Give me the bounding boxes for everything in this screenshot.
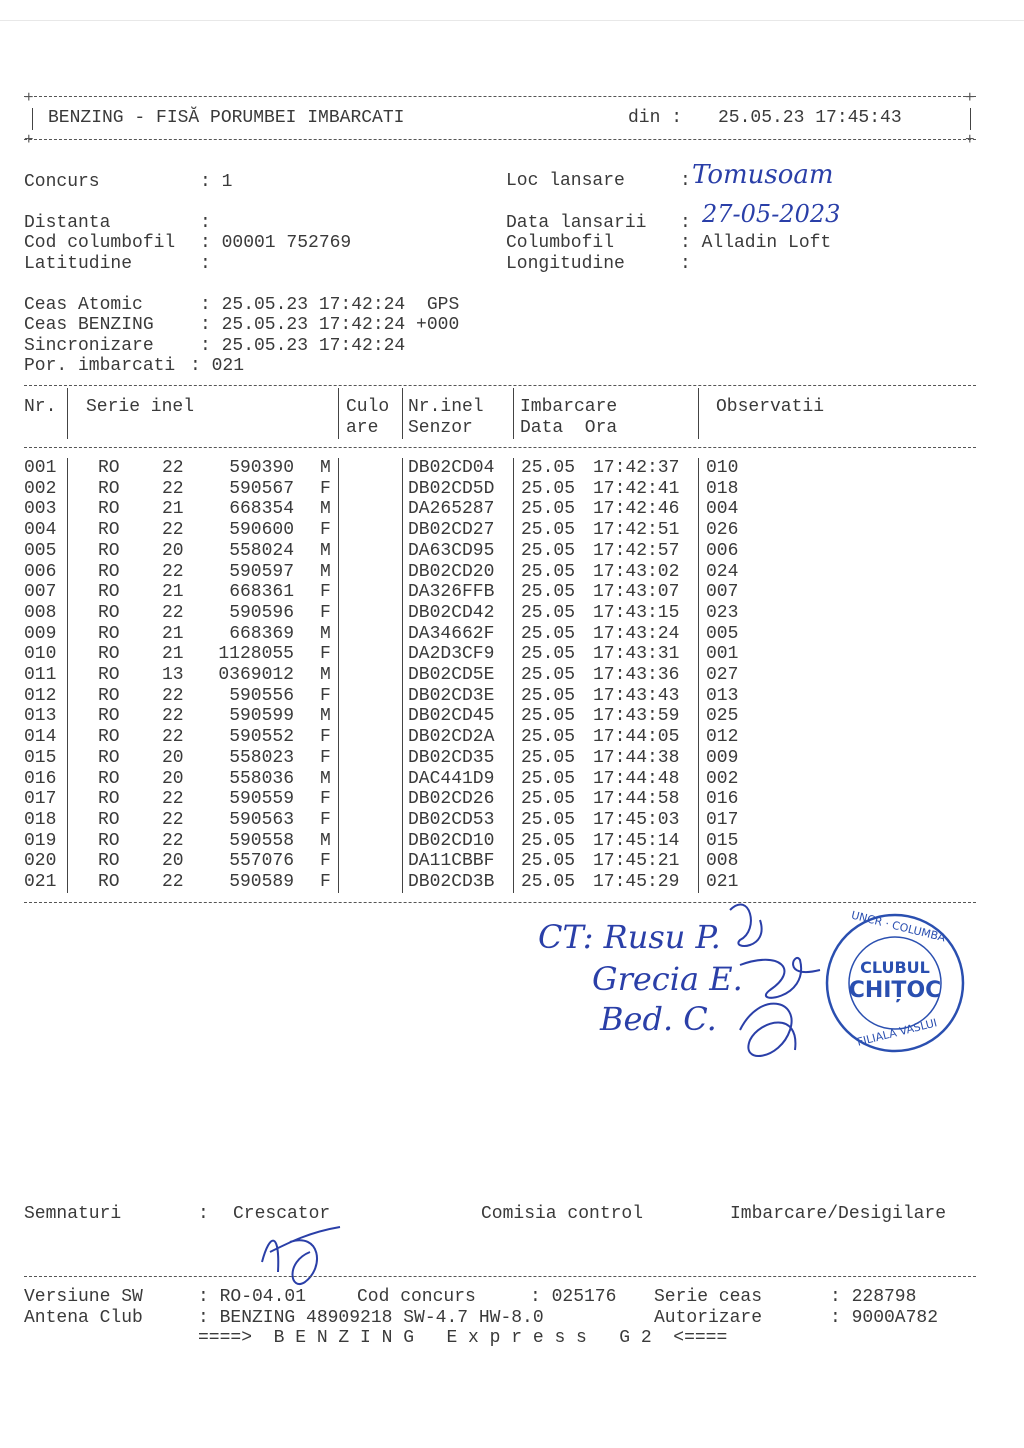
- cell-sex: F: [320, 851, 331, 872]
- cell-senzor: DB02CD42: [408, 602, 495, 623]
- cell-tara: RO: [98, 623, 120, 644]
- cell-obs: 018: [706, 478, 739, 499]
- table-row: [24, 769, 976, 789]
- col-divider-imb-head: [698, 388, 699, 439]
- cell-nr: 010: [24, 644, 57, 665]
- col-divider-serie-head: [338, 388, 339, 439]
- cell-sex: M: [320, 458, 331, 478]
- table-row: [24, 706, 976, 726]
- cell-ora: 17:42:37: [593, 458, 680, 478]
- cell-nr: 017: [24, 789, 57, 810]
- cell-senzor: DB02CD10: [408, 830, 495, 851]
- cell-nr: 016: [24, 768, 57, 789]
- cell-nr: 019: [24, 830, 57, 851]
- table-row: [24, 458, 976, 478]
- stamp-top-text: UNCR · COLUMBA: [849, 908, 947, 945]
- ceas-atomic-value: : 25.05.23 17:42:24 GPS: [200, 295, 460, 315]
- cell-an: 22: [162, 561, 184, 582]
- col-header-culoare-1: Culo: [346, 397, 390, 417]
- autorizare-label: Autorizare: [654, 1308, 763, 1328]
- distanta-value: :: [200, 213, 211, 233]
- cell-sex: M: [320, 706, 331, 727]
- cell-nr: 001: [24, 458, 57, 478]
- cell-senzor: DB02CD45: [408, 706, 495, 727]
- col-divider-culo-head: [402, 388, 403, 439]
- table-row: [24, 851, 976, 871]
- header-din-value: 25.05.23 17:45:43: [718, 108, 902, 128]
- cell-ora: 17:43:02: [593, 561, 680, 582]
- cell-nr: 013: [24, 706, 57, 727]
- col-header-culoare-2: are: [346, 418, 379, 438]
- table-row: [24, 789, 976, 809]
- table-row: [24, 582, 976, 602]
- cell-obs: 013: [706, 685, 739, 706]
- cell-senzor: DB02CD20: [408, 561, 495, 582]
- cell-an: 21: [162, 582, 184, 603]
- por-imbarcati-label: Por. imbarcati: [24, 356, 176, 376]
- cell-data: 25.05: [521, 561, 576, 582]
- cell-tara: RO: [98, 561, 120, 582]
- cell-data: 25.05: [521, 582, 576, 603]
- col-header-nr: Nr.: [24, 397, 57, 417]
- cell-obs: 009: [706, 747, 739, 768]
- cell-an: 20: [162, 540, 184, 561]
- col-header-nrinel-2: Senzor: [408, 418, 473, 438]
- signature-scribbles: [700, 890, 840, 1080]
- cell-senzor: DB02CD3B: [408, 872, 495, 892]
- cell-data: 25.05: [521, 830, 576, 851]
- cell-obs: 015: [706, 830, 739, 851]
- data-lansarii-value: :: [680, 213, 691, 233]
- autorizare-value: : 9000A782: [830, 1308, 939, 1328]
- cell-senzor: DB02CD04: [408, 458, 495, 478]
- concurs-value: : 1: [200, 172, 233, 192]
- col-divider-nrinel-head: [513, 388, 514, 439]
- cell-tara: RO: [98, 458, 120, 478]
- cell-tara: RO: [98, 727, 120, 748]
- cell-nr: 003: [24, 499, 57, 520]
- cell-serie: 590599: [229, 706, 294, 727]
- cell-senzor: DB02CD27: [408, 520, 495, 541]
- cell-senzor: DA2D3CF9: [408, 644, 495, 665]
- cell-sex: F: [320, 582, 331, 603]
- col-header-imbarcare-2: Data Ora: [520, 418, 618, 438]
- cell-ora: 17:45:21: [593, 851, 680, 872]
- table-row: [24, 810, 976, 830]
- signature-line-2: Grecia E.: [592, 960, 743, 998]
- cell-an: 22: [162, 478, 184, 499]
- cell-an: 22: [162, 727, 184, 748]
- cell-sex: M: [320, 540, 331, 561]
- cell-ora: 17:43:07: [593, 582, 680, 603]
- cell-an: 22: [162, 830, 184, 851]
- cell-serie: 590558: [229, 830, 294, 851]
- cell-nr: 014: [24, 727, 57, 748]
- cell-obs: 001: [706, 644, 739, 665]
- cell-data: 25.05: [521, 520, 576, 541]
- cell-senzor: DA326FFB: [408, 582, 495, 603]
- columbofil-value: : Alladin Loft: [680, 233, 832, 253]
- cell-senzor: DA11CBBF: [408, 851, 495, 872]
- cell-tara: RO: [98, 665, 120, 685]
- cell-an: 21: [162, 644, 184, 665]
- table-row: [24, 748, 976, 768]
- antena-label: Antena Club: [24, 1308, 143, 1328]
- cell-data: 25.05: [521, 458, 576, 478]
- cell-data: 25.05: [521, 478, 576, 499]
- cell-senzor: DB02CD53: [408, 809, 495, 830]
- ceas-benzing-label: Ceas BENZING: [24, 315, 154, 335]
- table-row: [24, 541, 976, 561]
- cell-obs: 005: [706, 623, 739, 644]
- cell-tara: RO: [98, 644, 120, 665]
- header-right-border: [970, 108, 971, 130]
- cell-senzor: DB02CD2A: [408, 727, 495, 748]
- table-row: [24, 831, 976, 851]
- cell-data: 25.05: [521, 602, 576, 623]
- cell-sex: M: [320, 499, 331, 520]
- sincronizare-value: : 25.05.23 17:42:24: [200, 336, 406, 356]
- cell-serie: 0369012: [218, 665, 294, 685]
- cell-nr: 007: [24, 582, 57, 603]
- cell-sex: F: [320, 644, 331, 665]
- cell-tara: RO: [98, 706, 120, 727]
- cell-an: 22: [162, 872, 184, 892]
- crescator-label: Crescator: [233, 1204, 331, 1224]
- cell-serie: 1128055: [218, 644, 294, 665]
- table-row: [24, 562, 976, 582]
- cell-tara: RO: [98, 499, 120, 520]
- cell-obs: 023: [706, 602, 739, 623]
- columbofil-label: Columbofil: [506, 233, 615, 253]
- cell-nr: 015: [24, 747, 57, 768]
- cell-senzor: DB02CD5E: [408, 665, 495, 685]
- cod-concurs-value: : 025176: [530, 1287, 617, 1307]
- cell-an: 22: [162, 685, 184, 706]
- cell-ora: 17:43:36: [593, 665, 680, 685]
- footer-separator: [24, 1276, 976, 1277]
- col-header-imbarcare-1: Imbarcare: [520, 397, 618, 417]
- cod-columbofil-value: : 00001 752769: [200, 233, 352, 253]
- loc-lansare-value: :: [680, 171, 691, 191]
- ceas-atomic-label: Ceas Atomic: [24, 295, 143, 315]
- cell-ora: 17:42:51: [593, 520, 680, 541]
- cell-an: 22: [162, 458, 184, 478]
- cell-obs: 016: [706, 789, 739, 810]
- cell-senzor: DB02CD3E: [408, 685, 495, 706]
- cell-an: 22: [162, 520, 184, 541]
- cell-obs: 002: [706, 768, 739, 789]
- cell-obs: 008: [706, 851, 739, 872]
- signature-line-3: Bed. C.: [600, 1000, 717, 1038]
- cell-ora: 17:43:31: [593, 644, 680, 665]
- cell-ora: 17:43:59: [593, 706, 680, 727]
- cell-an: 20: [162, 851, 184, 872]
- cell-data: 25.05: [521, 540, 576, 561]
- cod-columbofil-label: Cod columbofil: [24, 233, 176, 253]
- serie-ceas-label: Serie ceas: [654, 1287, 763, 1307]
- cell-senzor: DB02CD5D: [408, 478, 495, 499]
- cell-nr: 020: [24, 851, 57, 872]
- cell-nr: 009: [24, 623, 57, 644]
- cell-nr: 012: [24, 685, 57, 706]
- cell-serie: 590552: [229, 727, 294, 748]
- cell-serie: 557076: [229, 851, 294, 872]
- table-row: [24, 727, 976, 747]
- cell-data: 25.05: [521, 747, 576, 768]
- table-top-border: [24, 385, 976, 386]
- cell-serie: 558036: [229, 768, 294, 789]
- cell-nr: 004: [24, 520, 57, 541]
- cell-serie: 590563: [229, 809, 294, 830]
- cell-serie: 590559: [229, 789, 294, 810]
- cell-obs: 006: [706, 540, 739, 561]
- cell-data: 25.05: [521, 499, 576, 520]
- cell-data: 25.05: [521, 623, 576, 644]
- cell-sex: M: [320, 561, 331, 582]
- cell-obs: 024: [706, 561, 739, 582]
- loc-lansare-handwritten: Tomusoam: [692, 160, 834, 190]
- cell-senzor: DA63CD95: [408, 540, 495, 561]
- signature-line-1: CT: Rusu P.: [538, 918, 721, 956]
- cell-nr: 008: [24, 602, 57, 623]
- cell-data: 25.05: [521, 809, 576, 830]
- cell-ora: 17:44:58: [593, 789, 680, 810]
- cell-serie: 668361: [229, 582, 294, 603]
- cell-tara: RO: [98, 520, 120, 541]
- stamp-line-1: CLUBUL: [860, 958, 930, 977]
- cell-data: 25.05: [521, 872, 576, 892]
- cell-sex: F: [320, 520, 331, 541]
- cell-obs: 010: [706, 458, 739, 478]
- header-corner-tr: +: [965, 89, 975, 107]
- cell-data: 25.05: [521, 851, 576, 872]
- cell-tara: RO: [98, 789, 120, 810]
- cell-tara: RO: [98, 602, 120, 623]
- semnaturi-label: Semnaturi: [24, 1204, 122, 1224]
- header-din-label: din :: [628, 108, 683, 128]
- cell-ora: 17:45:03: [593, 809, 680, 830]
- cell-senzor: DA34662F: [408, 623, 495, 644]
- cell-tara: RO: [98, 809, 120, 830]
- cell-ora: 17:43:43: [593, 685, 680, 706]
- cell-sex: M: [320, 830, 331, 851]
- table-row: [24, 624, 976, 644]
- data-lansarii-label: Data lansarii: [506, 213, 647, 233]
- cell-serie: 590390: [229, 458, 294, 478]
- loc-lansare-label: Loc lansare: [506, 171, 625, 191]
- table-row: [24, 499, 976, 519]
- cell-an: 22: [162, 602, 184, 623]
- cell-sex: F: [320, 478, 331, 499]
- scan-edge-line: [0, 20, 1024, 21]
- cell-senzor: DB02CD35: [408, 747, 495, 768]
- cell-sex: M: [320, 768, 331, 789]
- cell-ora: 17:44:05: [593, 727, 680, 748]
- cell-an: 20: [162, 747, 184, 768]
- cell-nr: 006: [24, 561, 57, 582]
- imbarcare-desigilare-label: Imbarcare/Desigilare: [730, 1204, 947, 1224]
- table-row: [24, 479, 976, 499]
- cell-obs: 017: [706, 809, 739, 830]
- longitudine-label: Longitudine: [506, 254, 625, 274]
- header-left-border: [32, 108, 33, 130]
- versiune-value: : RO-04.01: [198, 1287, 307, 1307]
- cell-tara: RO: [98, 540, 120, 561]
- versiune-label: Versiune SW: [24, 1287, 143, 1307]
- col-header-serie: Serie inel: [86, 397, 195, 417]
- cell-obs: 004: [706, 499, 739, 520]
- cell-obs: 026: [706, 520, 739, 541]
- ceas-benzing-value: : 25.05.23 17:42:24 +000: [200, 315, 460, 335]
- cell-nr: 002: [24, 478, 57, 499]
- cell-ora: 17:45:14: [593, 830, 680, 851]
- cell-obs: 025: [706, 706, 739, 727]
- col-header-nrinel-1: Nr.inel: [408, 397, 484, 417]
- cell-tara: RO: [98, 872, 120, 892]
- cell-nr: 005: [24, 540, 57, 561]
- cell-serie: 590589: [229, 872, 294, 892]
- concurs-label: Concurs: [24, 172, 100, 192]
- col-header-observatii: Observatii: [716, 397, 825, 417]
- sincronizare-label: Sincronizare: [24, 336, 154, 356]
- cell-sex: F: [320, 872, 331, 892]
- col-divider-nr-head: [67, 388, 68, 439]
- cell-tara: RO: [98, 582, 120, 603]
- table-row: [24, 665, 976, 685]
- cell-tara: RO: [98, 747, 120, 768]
- data-lansarii-handwritten: 27-05-2023: [702, 200, 841, 228]
- table-row: [24, 872, 976, 892]
- latitudine-value: :: [200, 254, 211, 274]
- cell-data: 25.05: [521, 727, 576, 748]
- cell-an: 20: [162, 768, 184, 789]
- cell-senzor: DAC441D9: [408, 768, 495, 789]
- cod-concurs-label: Cod concurs: [357, 1287, 476, 1307]
- cell-obs: 007: [706, 582, 739, 603]
- header-title: BENZING - FISĂ PORUMBEI IMBARCATI: [48, 108, 405, 128]
- cell-sex: F: [320, 789, 331, 810]
- cell-nr: 018: [24, 809, 57, 830]
- table-row: [24, 520, 976, 540]
- cell-ora: 17:43:24: [593, 623, 680, 644]
- cell-data: 25.05: [521, 789, 576, 810]
- cell-sex: F: [320, 685, 331, 706]
- cell-serie: 668369: [229, 623, 294, 644]
- latitudine-label: Latitudine: [24, 254, 133, 274]
- cell-obs: 021: [706, 872, 739, 892]
- stamp-line-2: CHIȚOC: [848, 978, 942, 1003]
- cell-obs: 012: [706, 727, 739, 748]
- cell-serie: 668354: [229, 499, 294, 520]
- cell-obs: 027: [706, 665, 739, 685]
- cell-tara: RO: [98, 685, 120, 706]
- distanta-label: Distanta: [24, 213, 111, 233]
- cell-serie: 558023: [229, 747, 294, 768]
- table-header-separator: [24, 447, 976, 448]
- cell-tara: RO: [98, 830, 120, 851]
- por-imbarcati-value: : 021: [190, 356, 245, 376]
- cell-data: 25.05: [521, 665, 576, 685]
- table-row: [24, 644, 976, 664]
- header-top-border: [24, 96, 976, 97]
- cell-an: 21: [162, 499, 184, 520]
- cell-nr: 011: [24, 665, 57, 685]
- serie-ceas-value: : 228798: [830, 1287, 917, 1307]
- cell-ora: 17:45:29: [593, 872, 680, 892]
- cell-ora: 17:42:46: [593, 499, 680, 520]
- cell-ora: 17:42:57: [593, 540, 680, 561]
- cell-an: 22: [162, 706, 184, 727]
- benzing-express-banner: ====> B E N Z I N G E x p r e s s G 2 <====: [198, 1328, 728, 1348]
- cell-sex: M: [320, 623, 331, 644]
- cell-ora: 17:44:38: [593, 747, 680, 768]
- cell-senzor: DA265287: [408, 499, 495, 520]
- cell-serie: 590567: [229, 478, 294, 499]
- cell-serie: 590597: [229, 561, 294, 582]
- antena-value: : BENZING 48909218 SW-4.7 HW-8.0: [198, 1308, 544, 1328]
- header-corner-br: +: [965, 131, 975, 149]
- cell-data: 25.05: [521, 706, 576, 727]
- cell-data: 25.05: [521, 644, 576, 665]
- crescator-signature: [250, 1222, 350, 1292]
- cell-serie: 590596: [229, 602, 294, 623]
- cell-tara: RO: [98, 768, 120, 789]
- cell-sex: F: [320, 602, 331, 623]
- cell-sex: F: [320, 809, 331, 830]
- cell-sex: F: [320, 747, 331, 768]
- header-corner-bl: +: [24, 131, 34, 149]
- cell-data: 25.05: [521, 685, 576, 706]
- cell-sex: M: [320, 665, 331, 685]
- cell-serie: 590600: [229, 520, 294, 541]
- cell-an: 22: [162, 789, 184, 810]
- club-stamp: [824, 908, 966, 1054]
- cell-tara: RO: [98, 478, 120, 499]
- cell-serie: 558024: [229, 540, 294, 561]
- cell-ora: 17:44:48: [593, 768, 680, 789]
- table-row: [24, 603, 976, 623]
- cell-tara: RO: [98, 851, 120, 872]
- cell-an: 21: [162, 623, 184, 644]
- cell-sex: F: [320, 727, 331, 748]
- cell-data: 25.05: [521, 768, 576, 789]
- cell-senzor: DB02CD26: [408, 789, 495, 810]
- longitudine-value: :: [680, 254, 691, 274]
- comisia-label: Comisia control: [481, 1204, 644, 1224]
- header-bottom-border: [24, 139, 976, 140]
- cell-serie: 590556: [229, 685, 294, 706]
- stamp-bottom-text: FILIALA VASLUI: [855, 1016, 939, 1049]
- cell-an: 22: [162, 809, 184, 830]
- header-corner-tl: +: [24, 89, 34, 107]
- cell-nr: 021: [24, 872, 57, 892]
- cell-ora: 17:43:15: [593, 602, 680, 623]
- table-row: [24, 686, 976, 706]
- cell-ora: 17:42:41: [593, 478, 680, 499]
- cell-an: 13: [162, 665, 184, 685]
- semnaturi-separator: :: [198, 1204, 209, 1224]
